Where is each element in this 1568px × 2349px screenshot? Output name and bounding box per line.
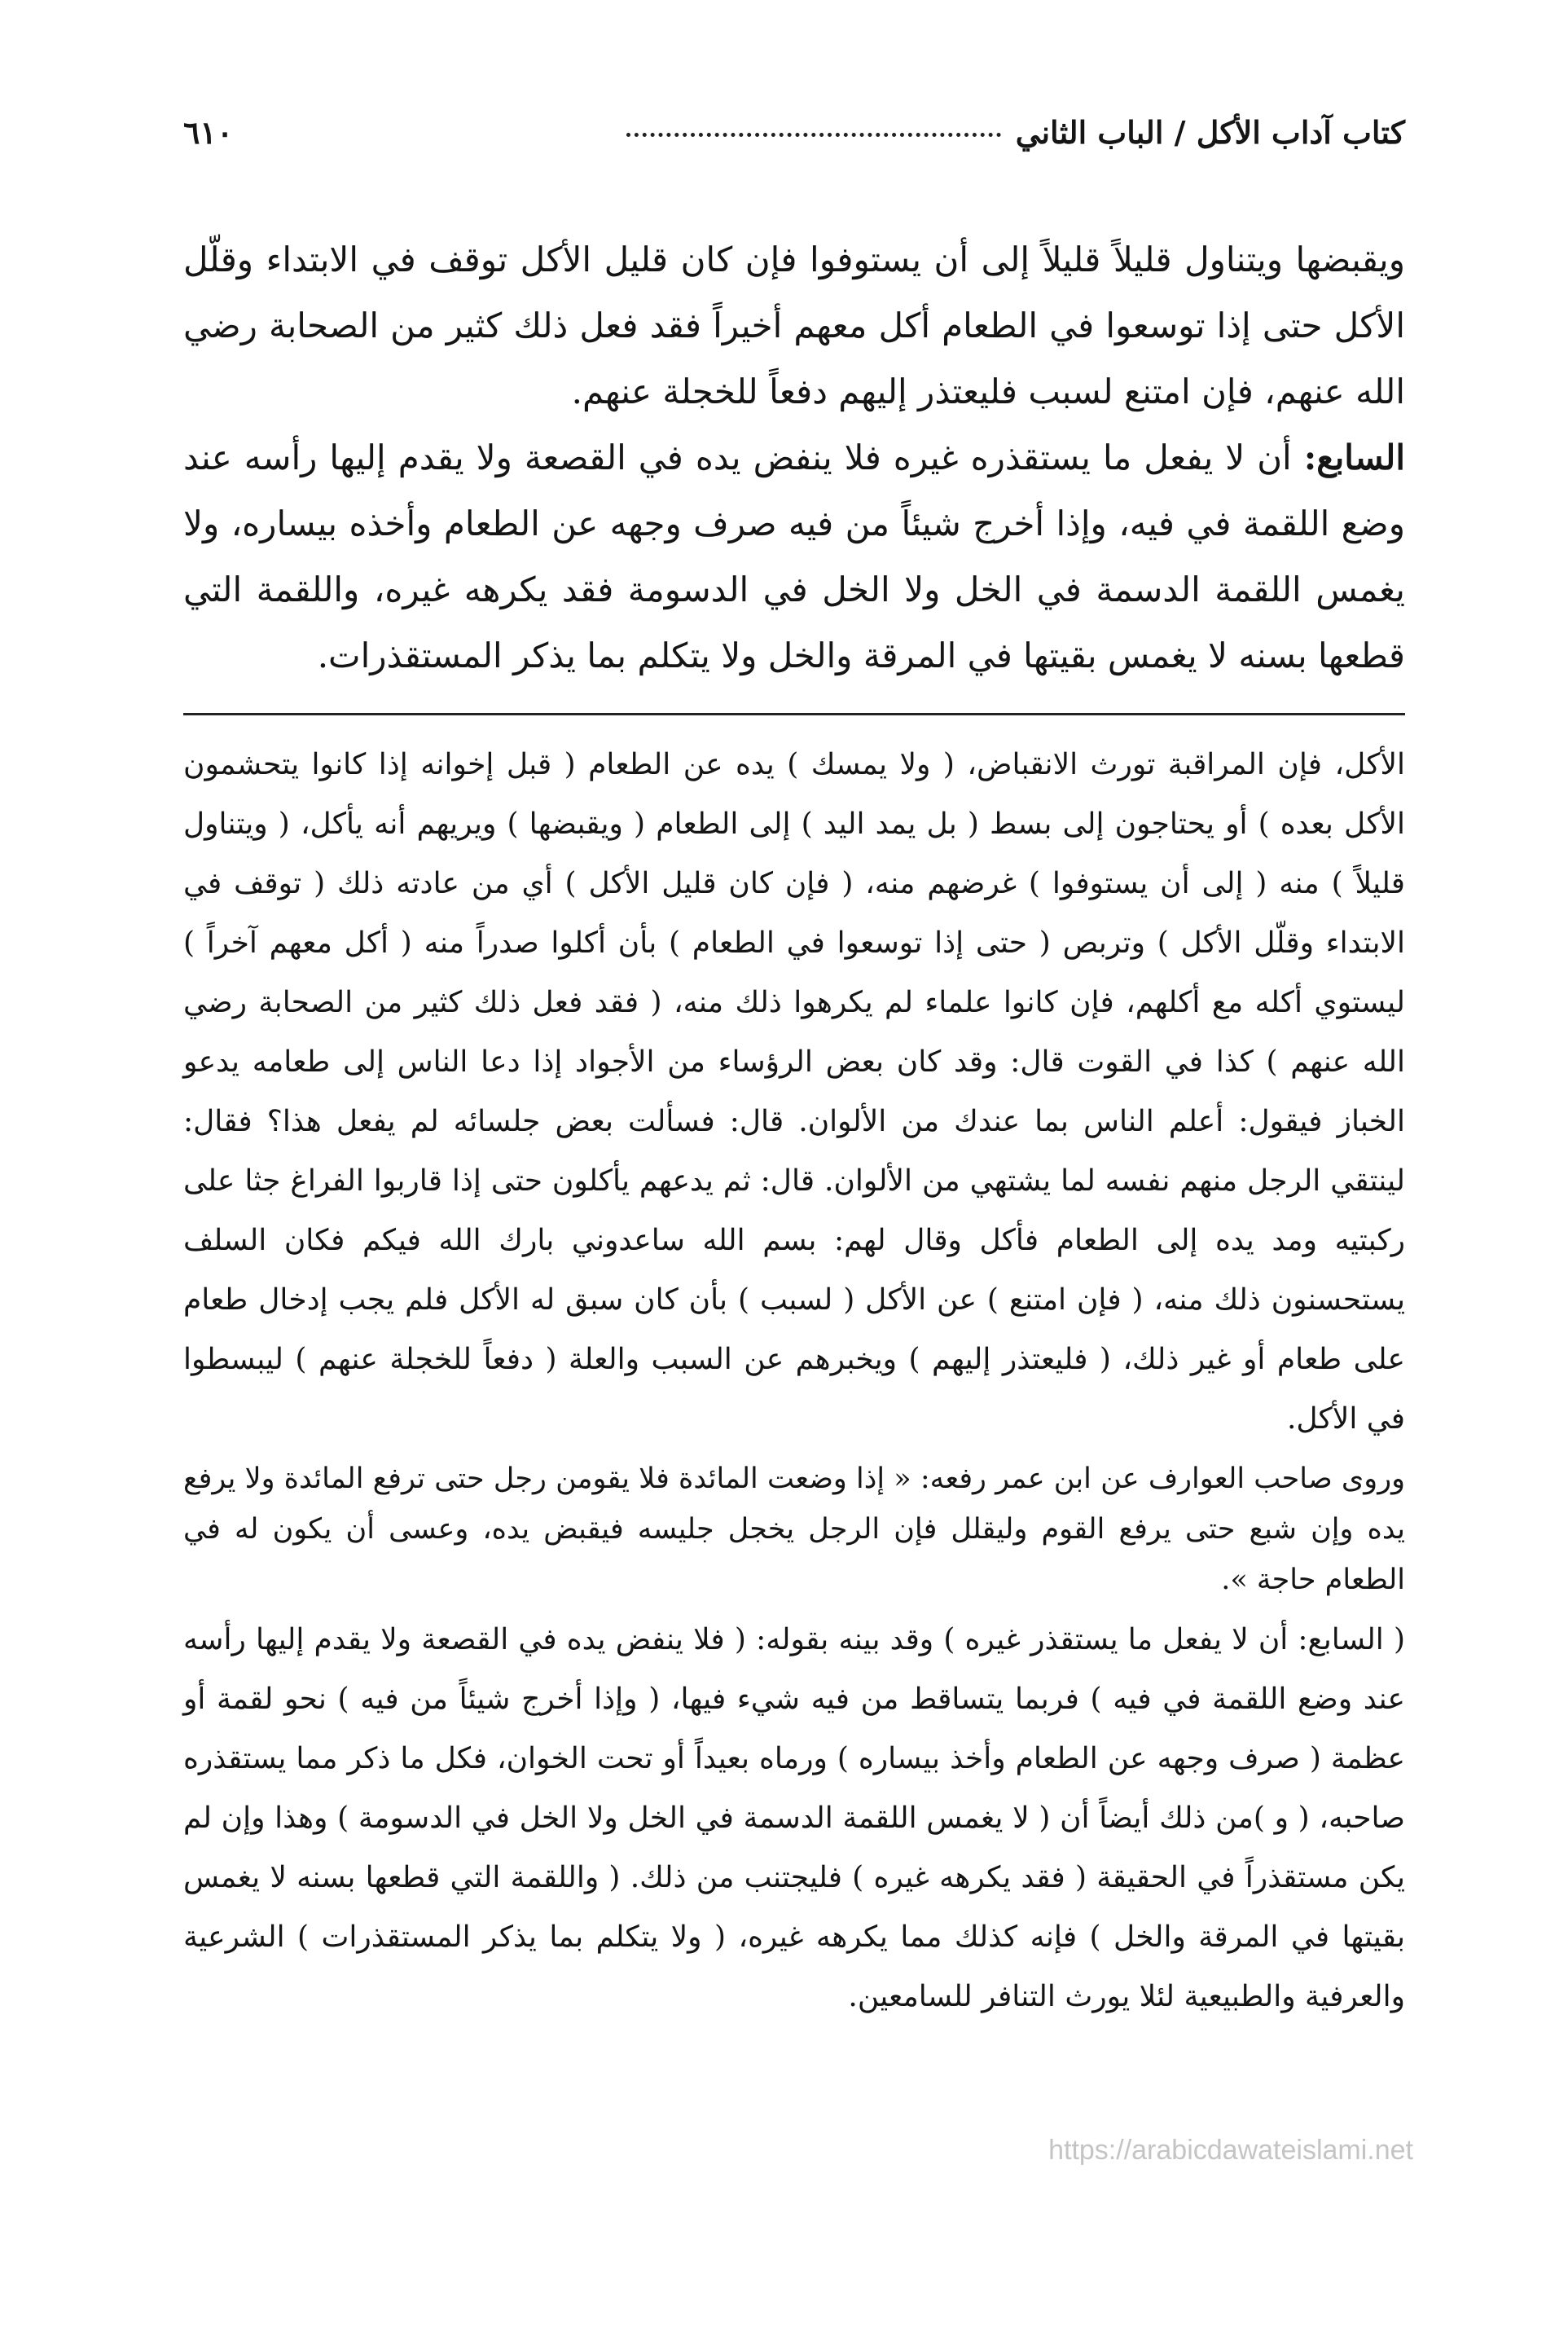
main-text <box>183 227 1405 688</box>
commentary-paragraph-3: ( السابع: أن لا يفعل ما يستقذر غيره ) وقد بينه بقوله: ( فلا ينفض يده في القصعة ولا يقدم إليها رأسه عند وضع اللقمة في فيه ) فربما يتساقط من فيه شيء فيها، ( وإذا أخرج شيئاً من فيه ) نحو لقمة أو عظمة ( صرف وجهه عن الطعام وأخذ بيساره ) ورماه بعيداً أو تحت الخوان، فكل ما ذكر مما يستقذره صاحبه، ( و )من ذلك أيضاً أن ( لا يغمس اللقمة الدسمة في الخل ولا الخل في الدسومة ) وهذا وإن لم يكن مستقذراً في الحقيقة ( فقد يكرهه غيره ) فليجتنب من ذلك. ( واللقمة التي قطعها بسنه لا يغمس بقيتها في المرقة والخل ) فإنه كذلك مما يكرهه غيره، ( ولا يتكلم بما يذكر المستقذرات ) الشرعية والعرفية والطبيعية لئلا يورث التنافر للسامعين. <box>183 1623 1405 2013</box>
separator-rule <box>183 713 1405 715</box>
seventh-text: أن لا يفعل ما يستقذره غيره فلا ينفض يده في القصعة ولا يقدم إليها رأسه عند وضع اللقمة في فيه، وإذا أخرج شيئاً من فيه صرف وجهه عن الطعام وأخذه بيساره، ولا يغمس اللقمة الدسمة في الخل ولا الخل في الدسومة فقد يكرهه غيره، واللقمة التي قطعها بسنه لا يغمس بقيتها في المرقة والخل ولا يتكلم بما يذكر المستقذرات. <box>183 438 1405 675</box>
book-page <box>183 114 1405 2031</box>
commentary <box>183 735 1405 2026</box>
seventh-label: السابع: <box>1303 438 1405 477</box>
leader-dots <box>626 133 1001 137</box>
chapter-title: كتاب آداب الأكل / الباب الثاني <box>1015 114 1405 151</box>
commentary-paragraph-2: وروى صاحب العوارف عن ابن عمر رفعه: « إذا وضعت المائدة فلا يقومن رجل حتى ترفع المائدة ولا يرفع يده وإن شبع حتى يرفع القوم وليقلل فإن الرجل يخجل جليسه فيقبض يده، وعسى أن يكون له في الطعام حاجة ». <box>183 1463 1405 1596</box>
main-paragraph-2 <box>183 424 1405 688</box>
watermark-url: https://arabicdawateislami.net <box>1048 2135 1413 2166</box>
running-header <box>183 114 1405 171</box>
commentary-paragraph-1: الأكل، فإن المراقبة تورث الانقباض، ( ولا يمسك ) يده عن الطعام ( قبل إخوانه إذا كانوا يتحشمون الأكل بعده ) أو يحتاجون إلى بسط ( بل يمد اليد ) إلى الطعام ( ويقبضها ) ويريهم أنه يأكل، ( ويتناول قليلاً ) منه ( إلى أن يستوفوا ) غرضهم منه، ( فإن كان قليل الأكل ) أي من عادته ذلك ( توقف في الابتداء وقلّل الأكل ) وتربص ( حتى إذا توسعوا في الطعام ) بأن أكلوا صدراً منه ( أكل معهم آخراً ) ليستوي أكله مع أكلهم، فإن كانوا علماء لم يكرهوا ذلك منه، ( فقد فعل ذلك كثير من الصحابة رضي الله عنهم ) كذا في القوت قال: وقد كان بعض الرؤساء من الأجواد إذا دعا الناس إلى طعامه يدعو الخباز فيقول: أعلم الناس بما عندك من الألوان. قال: فسألت بعض جلسائه لم يفعل هذا؟ فقال: لينتقي الرجل منهم نفسه لما يشتهي من الألوان. قال: ثم يدعهم يأكلون حتى إذا قاربوا الفراغ جثا على ركبتيه ومد يده إلى الطعام فأكل وقال لهم: بسم الله ساعدوني بارك الله فيكم فكان السلف يستحسنون ذلك منه، ( فإن امتنع ) عن الأكل ( لسبب ) بأن كان سبق له الأكل فلم يجب إدخال طعام على طعام أو غير ذلك، ( فليعتذر إليهم ) ويخبرهم عن السبب والعلة ( دفعاً للخجلة عنهم ) ليبسطوا في الأكل. <box>183 748 1406 1436</box>
main-paragraph-1: ويقبضها ويتناول قليلاً قليلاً إلى أن يستوفوا فإن كان قليل الأكل توقف في الابتداء وقلّل الأكل حتى إذا توسعوا في الطعام أكل معهم أخيراً فقد فعل ذلك كثير من الصحابة رضي الله عنهم، فإن امتنع لسبب فليعتذر إليهم دفعاً للخجلة عنهم. <box>183 240 1405 411</box>
header-title-wrap <box>612 114 1405 151</box>
page-number: ٦١٠ <box>183 114 234 151</box>
